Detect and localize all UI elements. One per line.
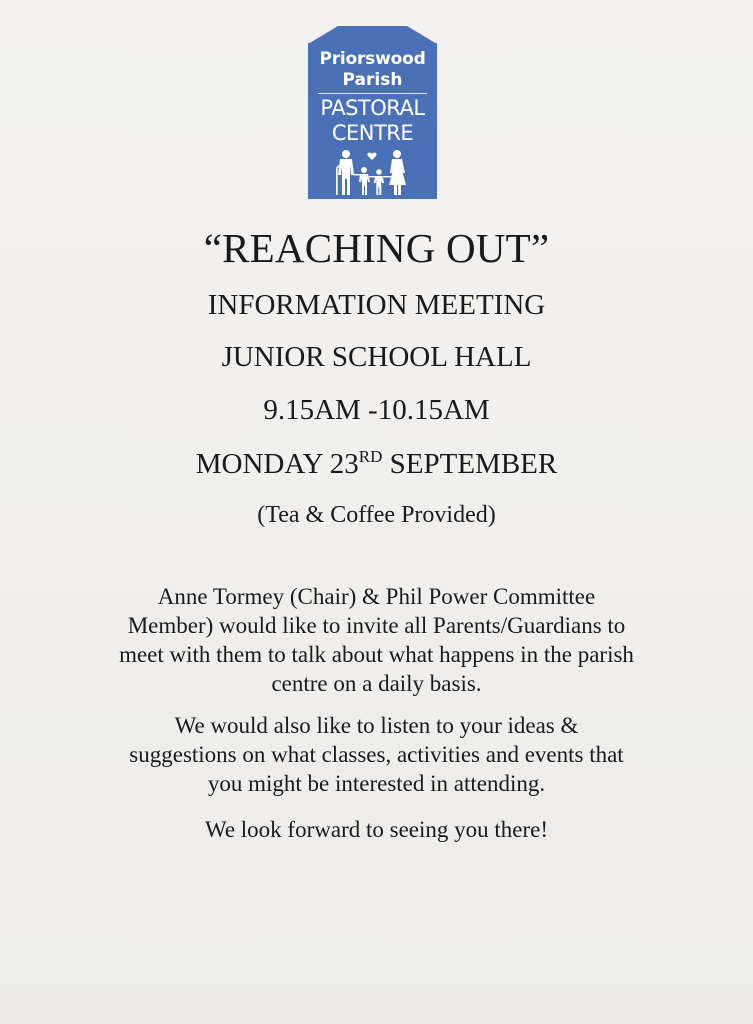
invitation-paragraph [60,582,693,698]
logo-line-centre: CENTRE [331,121,414,145]
date-heading [0,448,753,481]
date-ordinal-suffix: RD [358,447,383,466]
family-icon [334,148,410,196]
paragraph-line: We would also like to listen to your ideas & [174,713,579,738]
paragraph-line: Member) would like to invite all Parents/Guardians to [127,613,626,638]
logo-roof-shape [308,26,437,44]
meeting-heading: INFORMATION MEETING [207,289,546,321]
refreshments-note: (Tea & Coffee Provided) [257,502,496,528]
paragraph-line: Anne Tormey (Chair) & Phil Power Committee [157,584,596,609]
paragraph-line: meet with them to talk about what happens in the parish [119,642,634,667]
time-heading: 9.15AM -10.15AM [263,394,490,426]
paragraph-line: We look forward to seeing you there! [204,817,549,842]
ideas-paragraph [60,711,693,798]
logo-line-priorswood: Priorswood [319,49,426,69]
logo-panel [308,43,437,199]
date-month: SEPTEMBER [382,448,558,480]
location-heading: JUNIOR SCHOOL HALL [221,341,532,373]
closing-paragraph [60,815,693,844]
logo-divider [318,93,427,94]
logo-line-pastoral: PASTORAL [320,96,425,120]
paragraph-line: centre on a daily basis. [271,671,482,696]
logo-line-parish: Parish [342,70,403,90]
date-prefix: MONDAY 23 [195,448,359,480]
paragraph-line: you might be interested in attending. [207,771,546,796]
event-title: “REACHING OUT” [203,225,550,271]
pastoral-centre-logo [308,26,437,199]
paragraph-line: suggestions on what classes, activities and events that [129,742,624,767]
